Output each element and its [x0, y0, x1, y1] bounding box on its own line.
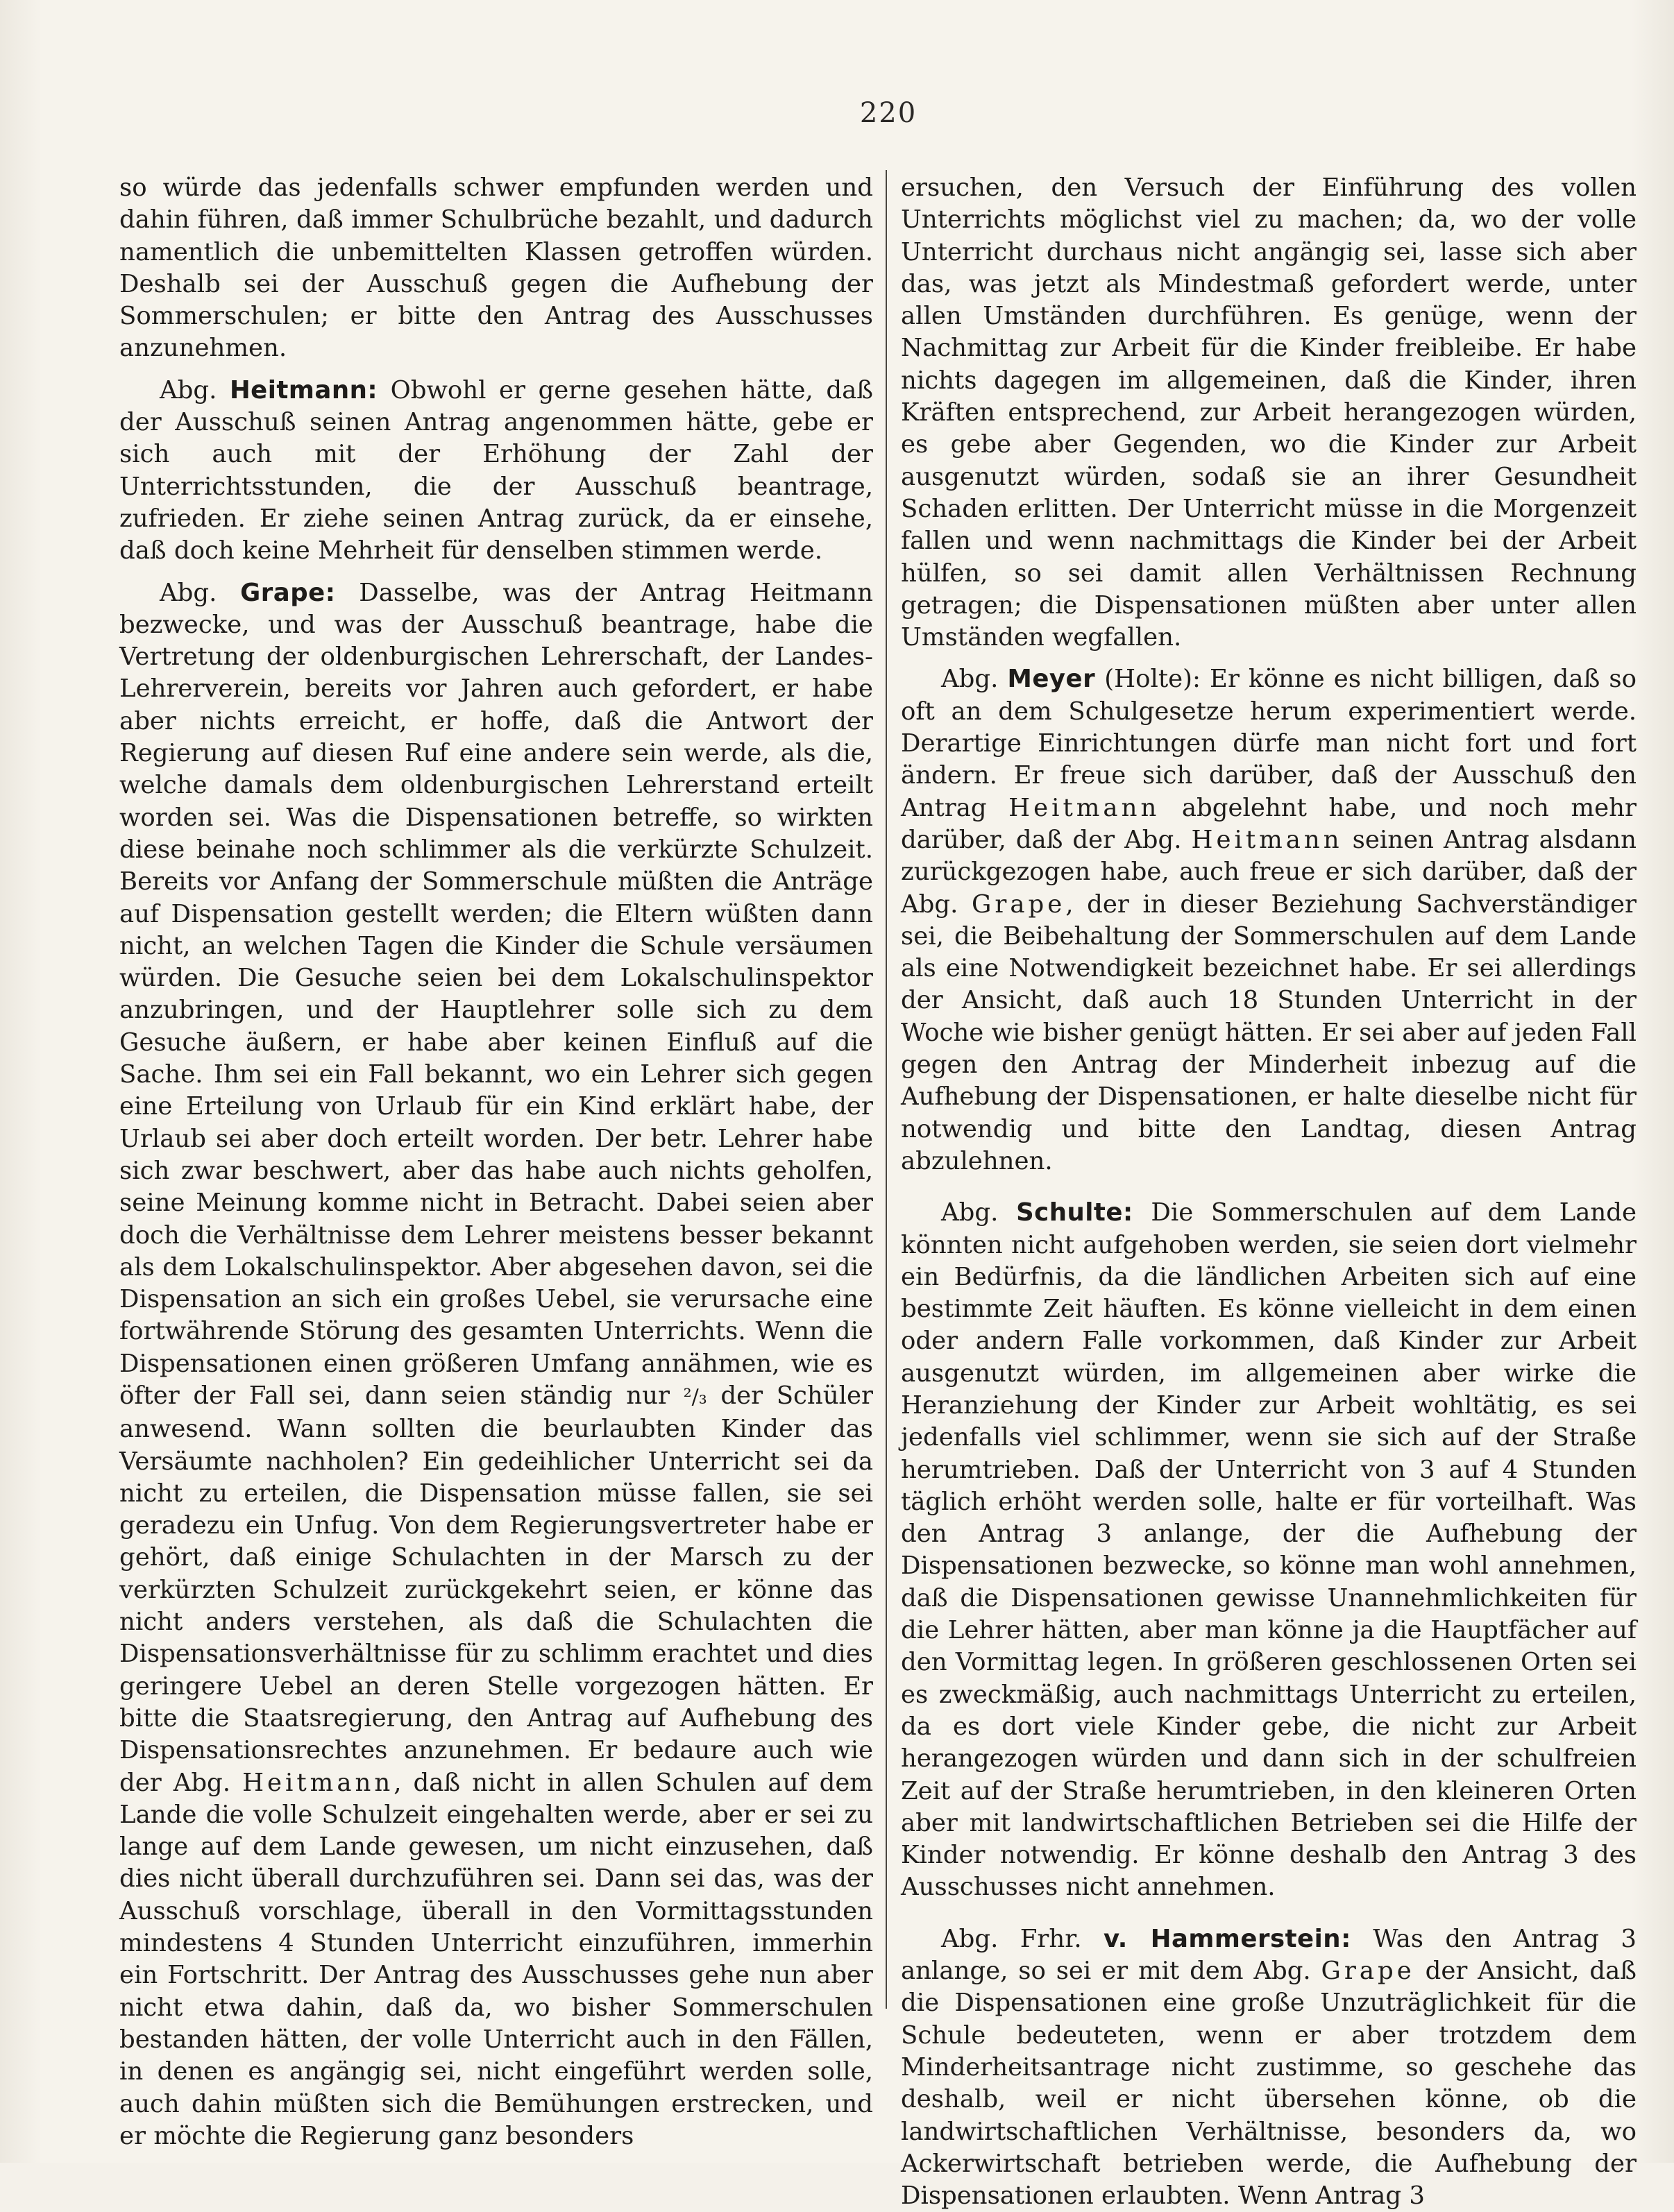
spaced-name: Heitmann	[1008, 793, 1160, 822]
paragraph-text: Was den Antrag 3 anlange, so sei er mit dem Abg.	[901, 1924, 1637, 1986]
paragraph-text: der Ansicht, daß die Dispensationen eine große Unzuträglichkeit für die Schule bedeuteten, wenn er aber trotzdem dem Minderheitsantrage nicht zustimme, so geschehe das deshalb, weil er nicht übersehen könne, ob die landwirtschaftlichen Verhältnisse, besonders da, wo Ackerwirtschaft betrieben werde, die Aufhebung der Dispensationen erlaubten. Wenn Antrag 3	[901, 1957, 1637, 2211]
spaced-name: Heitmann	[1191, 825, 1343, 854]
paragraph-text: der Schüler anwesend. Wann sollten die beurlaubten Kinder das Versäumte nachholen? Ein gedeihlicher Unterricht sei da nicht zu erteilen, die Dispensation müsse fallen, sie sei geradezu ein Unfug. Von dem Regierungsvertreter habe er gehört, daß einige Schulachten in der Marsch zu der verkürzten Schulzeit zurückgekehrt seien, er könne das nicht anders verstehen, als daß die Schulachten die Dispensationsverhältnisse für zu schlimm erachtet und dies geringere Uebel an deren Stelle vorgezogen hätten. Er bitte die Staatsregierung, den Antrag auf Aufhebung des Dispensationsrechtes anzunehmen. Er bedaure auch wie der Abg.	[119, 1381, 873, 1797]
paragraph-text: Obwohl er gerne gesehen hätte, daß der Ausschuß seinen Antrag angenommen hätte, gebe er sich auch mit der Erhöhung der Zahl der Unterrichtsstunden, die der Ausschuß beantrage, zufrieden. Er ziehe seinen Antrag zurück, da er einsehe, daß doch keine Mehrheit für denselben stimmen werde.	[119, 375, 874, 565]
paragraph-text: ersuchen, den Versuch der Einführung des vollen Unterrichts möglichst viel zu machen; da, wo der volle Unterricht durchaus nicht angängig sei, lasse sich aber das, was jetzt als Mindestmaß gefordert werde, unter allen Umständen durchführen. Es genüge, wenn der Nachmittag zur Arbeit für die Kinder freibleibe. Er habe nichts dagegen im allgemeinen, daß die Kinder, ihren Kräften entsprechend, zur Arbeit herangezogen würden, es gebe aber Gegenden, wo die Kinder zur Arbeit ausgenutzt würden, sodaß sie an ihrer Gesundheit Schaden erlitten. Der Unterricht müsse in die Morgenzeit fallen und wenn nachmittags die Kinder bei der Arbeit hülfen, so sei damit allen Verhältnissen Rechnung getragen; die Dispensationen müßten aber unter allen Umständen wegfallen.	[901, 173, 1637, 652]
paragraph-text: abgelehnt habe, und noch mehr darüber, daß der Abg.	[901, 793, 1637, 854]
paragraph-text: (Holte): Er könne es nicht billigen, daß so oft an dem Schulgesetze herum experimentiert werde. Derartige Einrichtungen dürfe man nicht fort und fort ändern. Er freue sich darüber, daß der Ausschuß den Antrag	[901, 665, 1637, 822]
paragraph	[901, 172, 1637, 654]
spaced-name: Grape	[1321, 1957, 1415, 1986]
paragraph-text: so würde das jedenfalls schwer empfunden werden und dahin führen, daß immer Schulbrüche bezahlt, und dadurch namentlich die unbemittelten Klassen getroffen würden. Deshalb sei der Ausschuß gegen die Aufhebung der Sommerschulen; er bitte den Antrag des Ausschusses anzunehmen.	[119, 173, 873, 363]
paragraph-text: , daß nicht in allen Schulen auf dem Lande die volle Schulzeit eingehalten werde, aber er sei zu lange auf dem Lande gewesen, um nicht einzusehen, daß dies nicht überall durchzuführen sei. Dann sei das, was der Ausschuß vorschlage, überall in den Vormittagsstunden mindestens 4 Stunden Unterricht einzuführen, immerhin ein Fortschritt. Der Antrag des Ausschusses gehe nun aber nicht etwa dahin, daß da, wo bisher Sommerschulen bestanden hätten, der volle Unterricht auch in den Fällen, in denen es angängig sei, nicht eingeführt werden solle, auch dahin müßten sich die Bemühungen erstrecken, und er möchte die Regierung ganz besonders	[119, 1768, 873, 2150]
paragraph	[119, 172, 873, 365]
paragraph	[119, 375, 873, 568]
paragraph	[119, 577, 873, 2153]
paragraph-text: Abg.	[160, 578, 241, 607]
speaker-name: Heitmann:	[229, 375, 378, 405]
page-number: 220	[859, 97, 918, 129]
spaced-name: Grape	[972, 890, 1066, 919]
paragraph-text: seinen Antrag alsdann zurückgezogen habe, auch freue er sich darüber, daß der Abg.	[901, 825, 1637, 919]
left-column	[119, 172, 874, 2150]
spaced-name: Heitmann	[242, 1768, 394, 1797]
speaker-name: Grape:	[240, 578, 336, 607]
right-column	[901, 172, 1637, 2211]
paragraph-text: Abg.	[160, 375, 230, 405]
column-divider	[886, 170, 887, 2009]
paragraph	[901, 1923, 1637, 2212]
fraction: ²/₃	[683, 1384, 707, 1409]
paragraph	[901, 1197, 1637, 1904]
speaker-name: Schulte:	[1016, 1198, 1133, 1227]
paragraph-text: Abg. Frhr.	[941, 1924, 1104, 1953]
paragraph-text: Abg.	[941, 1198, 1017, 1227]
paragraph-text: , der in dieser Beziehung Sachverständiger sei, die Beibehaltung der Sommerschulen auf dem Lande als eine Notwendigkeit bezeichnet habe. Er sei allerdings der Ansicht, daß auch 18 Stunden Unterricht in der Woche wie bisher genügt hätten. Er sei aber auf jeden Fall gegen den Antrag der Minderheit inbezug auf die Aufhebung der Dispensationen, er halte dieselbe nicht für notwendig und bitte den Landtag, diesen Antrag abzulehnen.	[901, 890, 1637, 1175]
paragraph	[901, 663, 1637, 1177]
speaker-name: Meyer	[1007, 665, 1096, 694]
speaker-name: v. Hammerstein:	[1104, 1924, 1351, 1953]
paragraph-text: Die Sommerschulen auf dem Lande könnten nicht aufgehoben werden, sie seien dort vielmehr ein Bedürfnis, da die ländlichen Arbeiten sich auf eine bestimmte Zeit häuften. Es könne vielleicht in dem einen oder andern Falle vorkommen, daß Kinder zur Arbeit ausgenutzt würden, im allgemeinen aber wirke die Heranziehung der Kinder zur Arbeit wohltätig, es sei jedenfalls viel schlimmer, wenn sie sich auf der Straße herumtrieben. Daß der Unterricht von 3 auf 4 Stunden täglich erhöht werden solle, halte er für vorteilhaft. Was den Antrag 3 anlange, der die Aufhebung der Dispensationen bezwecke, so könne man wohl annehmen, daß die Dispensationen gewisse Unannehmlichkeiten für die Lehrer hätten, aber man könne ja die Hauptfächer auf den Vormittag legen. In größeren geschlossenen Orten sei es zweckmäßig, auch nachmittags Unterricht zu erteilen, da es dort viele Kinder gebe, die nicht zur Arbeit herangezogen würden und dann sich in der schulfreien Zeit auf der Straße herumtrieben, in den kleineren Orten aber mit landwirtschaftlichen Betrieben sei die Hilfe der Kinder notwendig. Er könne deshalb den Antrag 3 des Ausschusses nicht annehmen.	[901, 1198, 1637, 1902]
paragraph-text: Dasselbe, was der Antrag Heitmann bezwecke, und was der Ausschuß beantrage, habe die Vertretung der oldenburgischen Lehrerschaft, der Landes-Lehrerverein, bereits vor Jahren auch gefordert, er habe aber nichts erreicht, er hoffe, daß die Antwort der Regierung auf diesen Ruf eine andere sein werde, als die, welche damals dem oldenburgischen Lehrerstand erteilt worden sei. Was die Dispensationen betreffe, so wirkten diese beinahe noch schlimmer als die verkürzte Schulzeit. Bereits vor Anfang der Sommerschule müßten die Anträge auf Dispensation gestellt werden; die Eltern wüßten dann nicht, an welchen Tagen die Kinder die Schule versäumen würden. Die Gesuche seien bei dem Lokalschulinspektor anzubringen, und der Hauptlehrer solle sich zu dem Gesuche äußern, er habe aber keinen Einfluß auf die Sache. Ihm sei ein Fall bekannt, wo ein Lehrer sich gegen eine Erteilung von Urlaub für ein Kind erklärt habe, der Urlaub sei aber doch erteilt worden. Der betr. Lehrer habe sich zwar beschwert, aber das habe auch nichts geholfen, seine Meinung komme nicht in Betracht. Dabei seien aber doch die Verhältnisse dem Lehrer meistens besser bekannt als dem Lokalschulinspektor. Aber abgesehen davon, sei die Dispensation an sich ein großes Uebel, sie verursache eine fortwährende Störung des gesamten Unterrichts. Wenn die Dispensationen einen größeren Umfang annähmen, wie es öfter der Fall sei, dann seien ständig nur	[119, 578, 874, 1410]
paragraph-text: Abg.	[941, 665, 1008, 694]
